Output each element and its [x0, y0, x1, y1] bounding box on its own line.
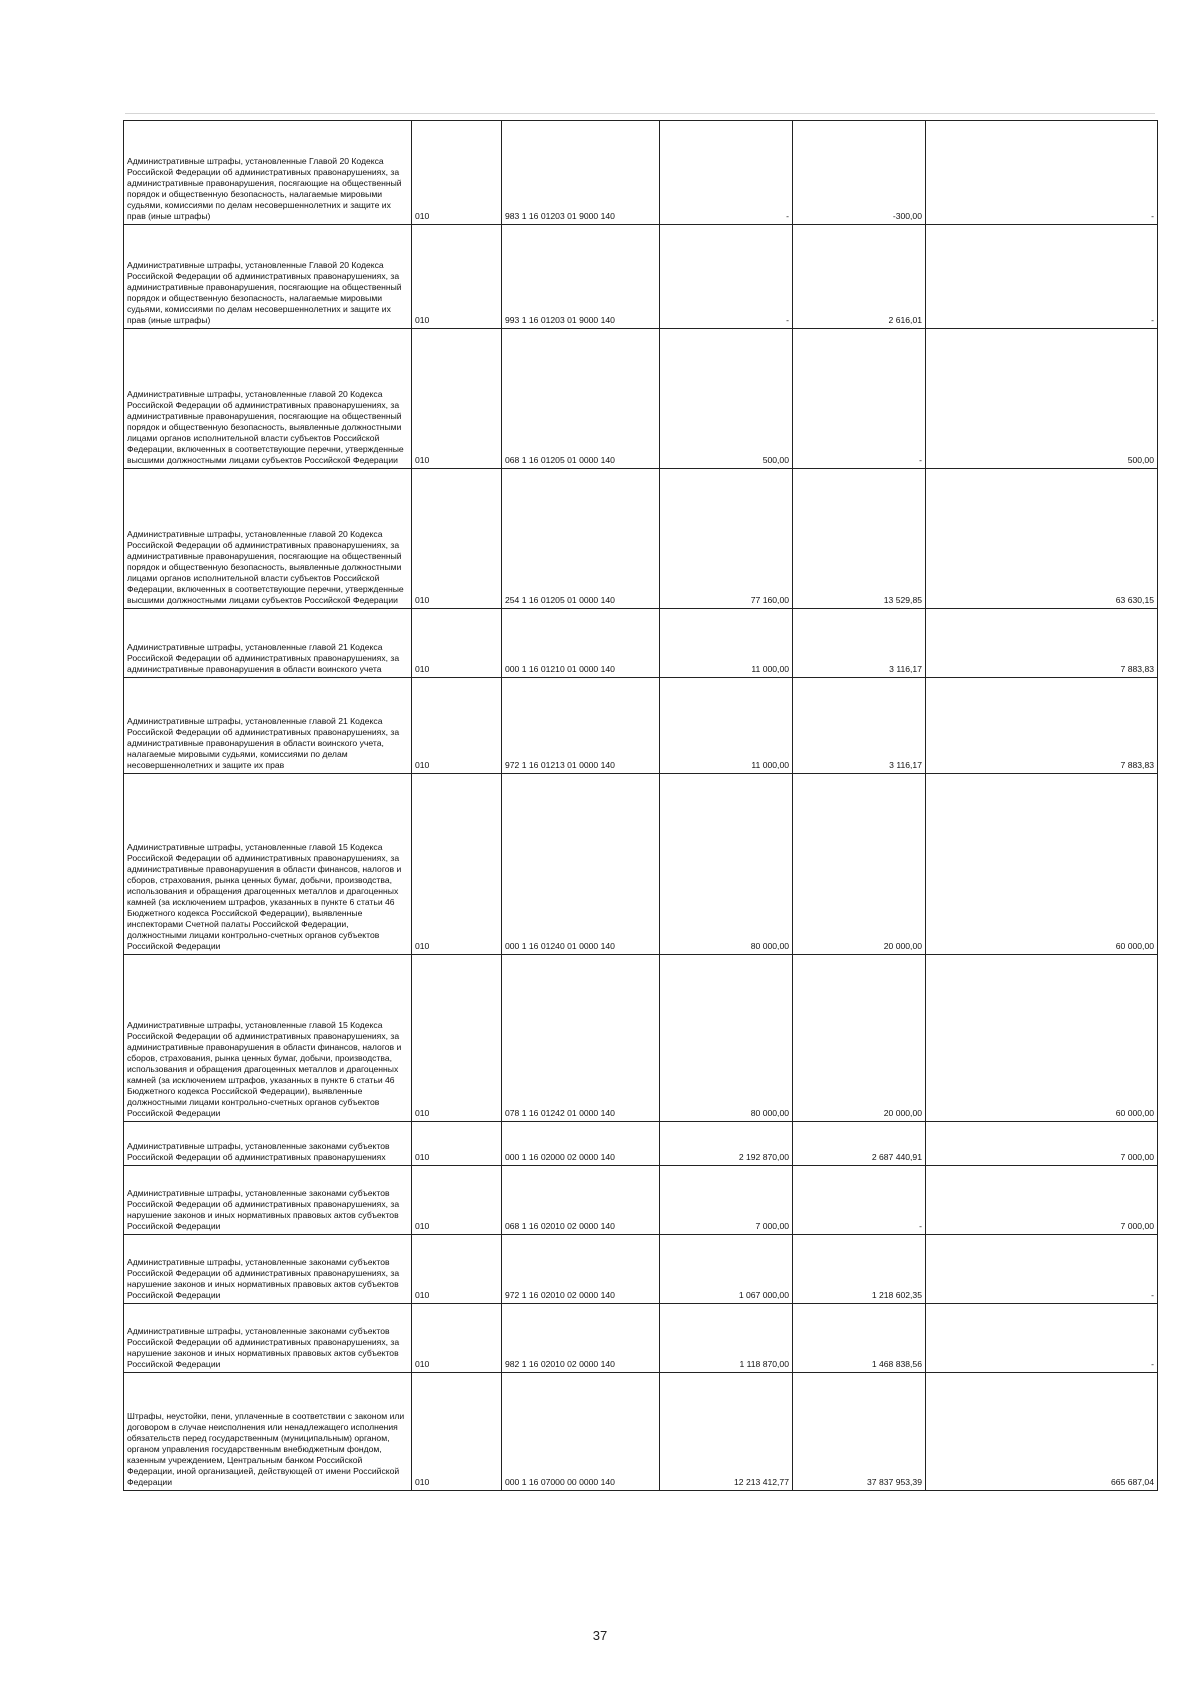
- line-code-cell: 010: [412, 469, 502, 609]
- unexecuted-amount-cell: 63 630,15: [926, 469, 1158, 609]
- unexecuted-amount-cell: 60 000,00: [926, 774, 1158, 955]
- income-name-cell: Административные штрафы, установленные главой 15 Кодекса Российской Федерации об административных правонарушениях, за административные правонарушения в области финансов, налогов и сборов, страхования, рынка ценных бумаг, добычи, производства, использования и обращения драгоценных металлов и драгоценных камней (за исключением штрафов, указанных в пункте 6 статьи 46 Бюджетного кодекса Российской Федерации), выявленные должностными лицами контрольно-счетных органов субъектов Российской Федерации: [124, 955, 412, 1122]
- executed-amount-cell: 3 116,17: [793, 678, 926, 774]
- unexecuted-amount-cell: 60 000,00: [926, 955, 1158, 1122]
- table-row: [124, 1304, 1158, 1373]
- budget-classification-code-cell: 972 1 16 01213 01 0000 140: [502, 678, 660, 774]
- executed-amount-cell: -: [793, 1166, 926, 1235]
- budget-classification-code-cell: 982 1 16 02010 02 0000 140: [502, 1304, 660, 1373]
- table-row: [124, 678, 1158, 774]
- approved-amount-cell: -: [660, 121, 793, 225]
- approved-amount-cell: 1 067 000,00: [660, 1235, 793, 1304]
- line-code-cell: 010: [412, 121, 502, 225]
- approved-amount-cell: 12 213 412,77: [660, 1373, 793, 1491]
- line-code-cell: 010: [412, 774, 502, 955]
- executed-amount-cell: 13 529,85: [793, 469, 926, 609]
- table-row: [124, 1166, 1158, 1235]
- approved-amount-cell: 77 160,00: [660, 469, 793, 609]
- executed-amount-cell: 37 837 953,39: [793, 1373, 926, 1491]
- executed-amount-cell: -300,00: [793, 121, 926, 225]
- unexecuted-amount-cell: 7 000,00: [926, 1166, 1158, 1235]
- line-code-cell: 010: [412, 329, 502, 469]
- line-code-cell: 010: [412, 1122, 502, 1166]
- unexecuted-amount-cell: -: [926, 121, 1158, 225]
- line-code-cell: 010: [412, 1235, 502, 1304]
- budget-classification-code-cell: 972 1 16 02010 02 0000 140: [502, 1235, 660, 1304]
- approved-amount-cell: -: [660, 225, 793, 329]
- budget-classification-code-cell: 078 1 16 01242 01 0000 140: [502, 955, 660, 1122]
- table-row: [124, 1235, 1158, 1304]
- budget-classification-code-cell: 068 1 16 01205 01 0000 140: [502, 329, 660, 469]
- executed-amount-cell: 20 000,00: [793, 774, 926, 955]
- budget-classification-code-cell: 000 1 16 07000 00 0000 140: [502, 1373, 660, 1491]
- budget-classification-code-cell: 000 1 16 01240 01 0000 140: [502, 774, 660, 955]
- income-name-cell: Административные штрафы, установленные Главой 20 Кодекса Российской Федерации об административных правонарушениях, за административные правонарушения, посягающие на общественный порядок и общественную безопасность, налагаемые мировыми судьями, комиссиями по делам несовершеннолетних и защите их прав (иные штрафы): [124, 121, 412, 225]
- budget-classification-code-cell: 254 1 16 01205 01 0000 140: [502, 469, 660, 609]
- unexecuted-amount-cell: 7 000,00: [926, 1122, 1158, 1166]
- table-row: [124, 1373, 1158, 1491]
- income-name-cell: Административные штрафы, установленные законами субъектов Российской Федерации об административных правонарушениях, за нарушение законов и иных нормативных правовых актов субъектов Российской Федерации: [124, 1235, 412, 1304]
- line-code-cell: 010: [412, 678, 502, 774]
- approved-amount-cell: 80 000,00: [660, 774, 793, 955]
- unexecuted-amount-cell: 500,00: [926, 329, 1158, 469]
- approved-amount-cell: 80 000,00: [660, 955, 793, 1122]
- executed-amount-cell: 3 116,17: [793, 609, 926, 678]
- table-row: [124, 329, 1158, 469]
- budget-classification-code-cell: 000 1 16 02000 02 0000 140: [502, 1122, 660, 1166]
- income-name-cell: Административные штрафы, установленные главой 20 Кодекса Российской Федерации об административных правонарушениях, за административные правонарушения, посягающие на общественный порядок и общественную безопасность, выявленные должностными лицами органов исполнительной власти субъектов Российской Федерации, включенных в соответствующие перечни, утвержденные высшими должностными лицами субъектов Российской Федерации: [124, 329, 412, 469]
- executed-amount-cell: 2 616,01: [793, 225, 926, 329]
- approved-amount-cell: 7 000,00: [660, 1166, 793, 1235]
- page-number: 37: [592, 1628, 608, 1643]
- line-code-cell: 010: [412, 955, 502, 1122]
- executed-amount-cell: 20 000,00: [793, 955, 926, 1122]
- executed-amount-cell: 1 218 602,35: [793, 1235, 926, 1304]
- table-row: [124, 1122, 1158, 1166]
- unexecuted-amount-cell: 7 883,83: [926, 609, 1158, 678]
- income-name-cell: Административные штрафы, установленные законами субъектов Российской Федерации об административных правонарушениях, за нарушение законов и иных нормативных правовых актов субъектов Российской Федерации: [124, 1304, 412, 1373]
- approved-amount-cell: 2 192 870,00: [660, 1122, 793, 1166]
- budget-classification-code-cell: 000 1 16 01210 01 0000 140: [502, 609, 660, 678]
- unexecuted-amount-cell: -: [926, 1304, 1158, 1373]
- line-code-cell: 010: [412, 1373, 502, 1491]
- table-row: [124, 955, 1158, 1122]
- income-name-cell: Штрафы, неустойки, пени, уплаченные в соответствии с законом или договором в случае неисполнения или ненадлежащего исполнения обязательств перед государственным (муниципальным) органом, органом управления государственным внебюджетным фондом, казенным учреждением, Центральным банком Российской Федерации, иной организацией, действующей от имени Российской Федерации: [124, 1373, 412, 1491]
- income-name-cell: Административные штрафы, установленные главой 20 Кодекса Российской Федерации об административных правонарушениях, за административные правонарушения, посягающие на общественный порядок и общественную безопасность, выявленные должностными лицами органов исполнительной власти субъектов Российской Федерации, включенных в соответствующие перечни, утвержденные высшими должностными лицами субъектов Российской Федерации: [124, 469, 412, 609]
- income-name-cell: Административные штрафы, установленные главой 15 Кодекса Российской Федерации об административных правонарушениях, за административные правонарушения в области финансов, налогов и сборов, страхования, рынка ценных бумаг, добычи, производства, использования и обращения драгоценных металлов и драгоценных камней (за исключением штрафов, указанных в пункте 6 статьи 46 Бюджетного кодекса Российской Федерации), выявленные инспекторами Счетной палаты Российской Федерации, должностными лицами контрольно-счетных органов субъектов Российской Федерации: [124, 774, 412, 955]
- approved-amount-cell: 500,00: [660, 329, 793, 469]
- budget-classification-code-cell: 983 1 16 01203 01 9000 140: [502, 121, 660, 225]
- line-code-cell: 010: [412, 609, 502, 678]
- table-row: [124, 609, 1158, 678]
- approved-amount-cell: 11 000,00: [660, 678, 793, 774]
- approved-amount-cell: 1 118 870,00: [660, 1304, 793, 1373]
- table-row: [124, 121, 1158, 225]
- approved-amount-cell: 11 000,00: [660, 609, 793, 678]
- income-name-cell: Административные штрафы, установленные главой 21 Кодекса Российской Федерации об административных правонарушениях, за административные правонарушения в области воинского учета, налагаемые мировыми судьями, комиссиями по делам несовершеннолетних и защите их прав: [124, 678, 412, 774]
- executed-amount-cell: -: [793, 329, 926, 469]
- income-name-cell: Административные штрафы, установленные законами субъектов Российской Федерации об административных правонарушениях, за нарушение законов и иных нормативных правовых актов субъектов Российской Федерации: [124, 1166, 412, 1235]
- income-name-cell: Административные штрафы, установленные главой 21 Кодекса Российской Федерации об административных правонарушениях, за административные правонарушения в области воинского учета: [124, 609, 412, 678]
- line-code-cell: 010: [412, 1304, 502, 1373]
- unexecuted-amount-cell: 7 883,83: [926, 678, 1158, 774]
- income-name-cell: Административные штрафы, установленные законами субъектов Российской Федерации об административных правонарушениях: [124, 1122, 412, 1166]
- table-row: [124, 469, 1158, 609]
- budget-classification-code-cell: 068 1 16 02010 02 0000 140: [502, 1166, 660, 1235]
- line-code-cell: 010: [412, 1166, 502, 1235]
- income-name-cell: Административные штрафы, установленные Главой 20 Кодекса Российской Федерации об административных правонарушениях, за административные правонарушения, посягающие на общественный порядок и общественную безопасность, налагаемые мировыми судьями, комиссиями по делам несовершеннолетних и защите их прав (иные штрафы): [124, 225, 412, 329]
- table-body: [124, 121, 1158, 1491]
- unexecuted-amount-cell: -: [926, 1235, 1158, 1304]
- table-row: [124, 774, 1158, 955]
- revenue-execution-table: [123, 120, 1158, 1491]
- line-code-cell: 010: [412, 225, 502, 329]
- unexecuted-amount-cell: -: [926, 225, 1158, 329]
- table-row: [124, 225, 1158, 329]
- executed-amount-cell: 2 687 440,91: [793, 1122, 926, 1166]
- executed-amount-cell: 1 468 838,56: [793, 1304, 926, 1373]
- scan-artifact-top-border: [125, 113, 1155, 114]
- unexecuted-amount-cell: 665 687,04: [926, 1373, 1158, 1491]
- budget-classification-code-cell: 993 1 16 01203 01 9000 140: [502, 225, 660, 329]
